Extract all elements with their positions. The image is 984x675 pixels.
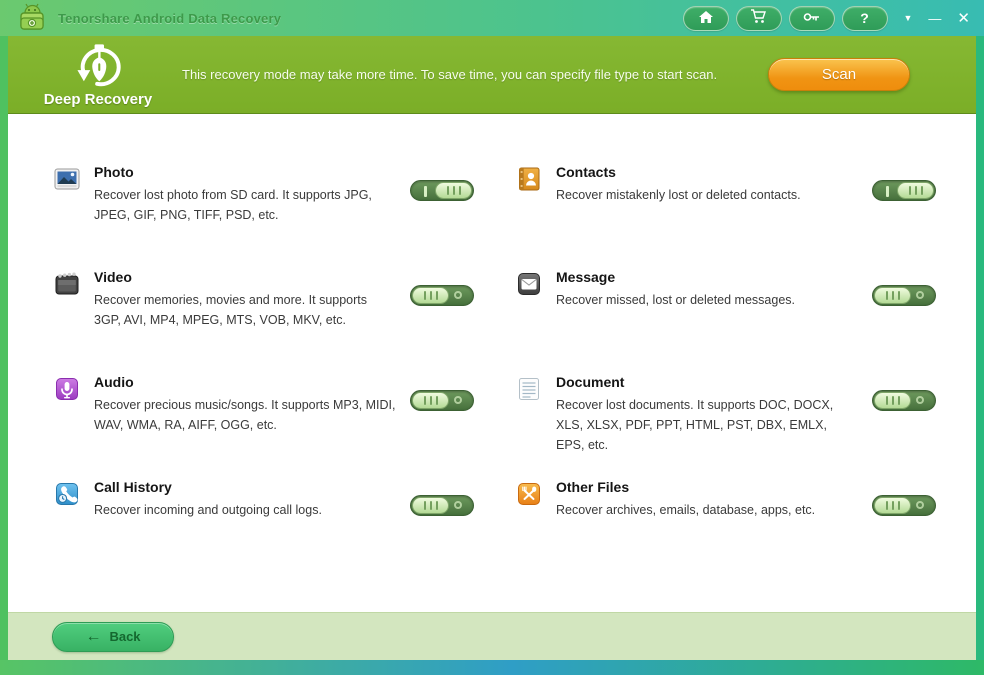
minimize-button[interactable]: — <box>928 10 942 26</box>
store-button[interactable] <box>736 6 782 31</box>
mode-label: Deep Recovery <box>43 91 153 108</box>
back-arrow-icon: ← <box>85 627 102 645</box>
toggle-knob <box>874 392 911 409</box>
left-column <box>54 164 474 584</box>
close-button[interactable]: ✕ <box>957 9 970 27</box>
feature-description: Recover archives, emails, database, apps, etc. <box>556 503 816 517</box>
document-icon <box>516 376 542 402</box>
call-history-toggle[interactable] <box>410 495 474 516</box>
photo-toggle[interactable] <box>410 180 474 201</box>
help-icon: ? <box>860 10 869 26</box>
video-toggle[interactable] <box>410 285 474 306</box>
photo-icon <box>54 166 80 192</box>
feature-title: Video <box>94 269 132 285</box>
back-button[interactable] <box>52 622 174 652</box>
feature-title: Other Files <box>556 479 630 495</box>
feature-description: Recover lost documents. It supports DOC, DOCX, XLS, XLSX, PDF, PPT, HTML, PST, DBX, EMLX, EPS, etc. <box>556 398 834 452</box>
menu-dropdown-button[interactable]: ▼ <box>903 12 913 23</box>
contacts-icon <box>516 166 542 192</box>
feature-description: Recover memories, movies and more. It supports 3GP, AVI, MP4, MPEG, MTS, VOB, MKV, etc. <box>94 293 368 327</box>
call-history-icon <box>54 481 80 507</box>
other-files-icon <box>516 481 542 507</box>
feature-description: Recover mistakenly lost or deleted contacts. <box>556 188 801 202</box>
feature-title: Contacts <box>556 164 616 180</box>
key-icon <box>803 10 820 26</box>
video-icon <box>54 271 80 297</box>
feature-call-history <box>54 479 474 584</box>
help-button[interactable] <box>842 6 888 31</box>
audio-toggle[interactable] <box>410 390 474 411</box>
file-type-grid <box>8 114 976 612</box>
scan-button[interactable]: Scan <box>768 58 910 91</box>
toggle-knob <box>412 287 449 304</box>
recovery-mode <box>22 41 174 108</box>
feature-message <box>516 269 936 374</box>
feature-description: Recover precious music/songs. It supports MP3, MIDI, WAV, WMA, RA, AIFF, OGG, etc. <box>94 398 396 432</box>
toggle-knob <box>435 182 472 199</box>
feature-other-files <box>516 479 936 584</box>
contacts-toggle[interactable] <box>872 180 936 201</box>
toggle-knob <box>874 287 911 304</box>
window-title: Tenorshare Android Data Recovery <box>58 10 282 26</box>
home-icon <box>698 10 714 27</box>
app-logo-icon <box>16 3 48 33</box>
feature-title: Document <box>556 374 625 390</box>
toggle-knob <box>412 497 449 514</box>
feature-description: Recover lost photo from SD card. It supports JPG, JPEG, GIF, PNG, TIFF, PSD, etc. <box>94 188 372 222</box>
window-frame <box>0 36 984 660</box>
feature-title: Call History <box>94 479 172 495</box>
feature-description: Recover incoming and outgoing call logs. <box>94 503 322 517</box>
window-footer <box>0 660 984 675</box>
toggle-knob <box>412 392 449 409</box>
toggle-knob <box>897 182 934 199</box>
feature-contacts <box>516 164 936 269</box>
message-toggle[interactable] <box>872 285 936 306</box>
register-button[interactable] <box>789 6 835 31</box>
audio-icon <box>54 376 80 402</box>
back-label: Back <box>109 629 141 644</box>
feature-audio <box>54 374 474 479</box>
cart-icon <box>750 9 767 27</box>
feature-title: Audio <box>94 374 134 390</box>
feature-description: Recover missed, lost or deleted messages. <box>556 293 795 307</box>
deep-recovery-icon <box>71 41 125 91</box>
feature-title: Photo <box>94 164 134 180</box>
deep-recovery-banner <box>8 36 976 114</box>
feature-title: Message <box>556 269 616 285</box>
feature-document <box>516 374 936 479</box>
home-button[interactable] <box>683 6 729 31</box>
banner-message: This recovery mode may take more time. To save time, you can specify file type to start scan. <box>182 67 718 82</box>
right-column <box>516 164 936 584</box>
toggle-knob <box>874 497 911 514</box>
bottom-bar <box>8 612 976 660</box>
other-files-toggle[interactable] <box>872 495 936 516</box>
feature-video <box>54 269 474 374</box>
feature-photo <box>54 164 474 269</box>
document-toggle[interactable] <box>872 390 936 411</box>
message-icon <box>516 271 542 297</box>
titlebar <box>0 0 984 36</box>
